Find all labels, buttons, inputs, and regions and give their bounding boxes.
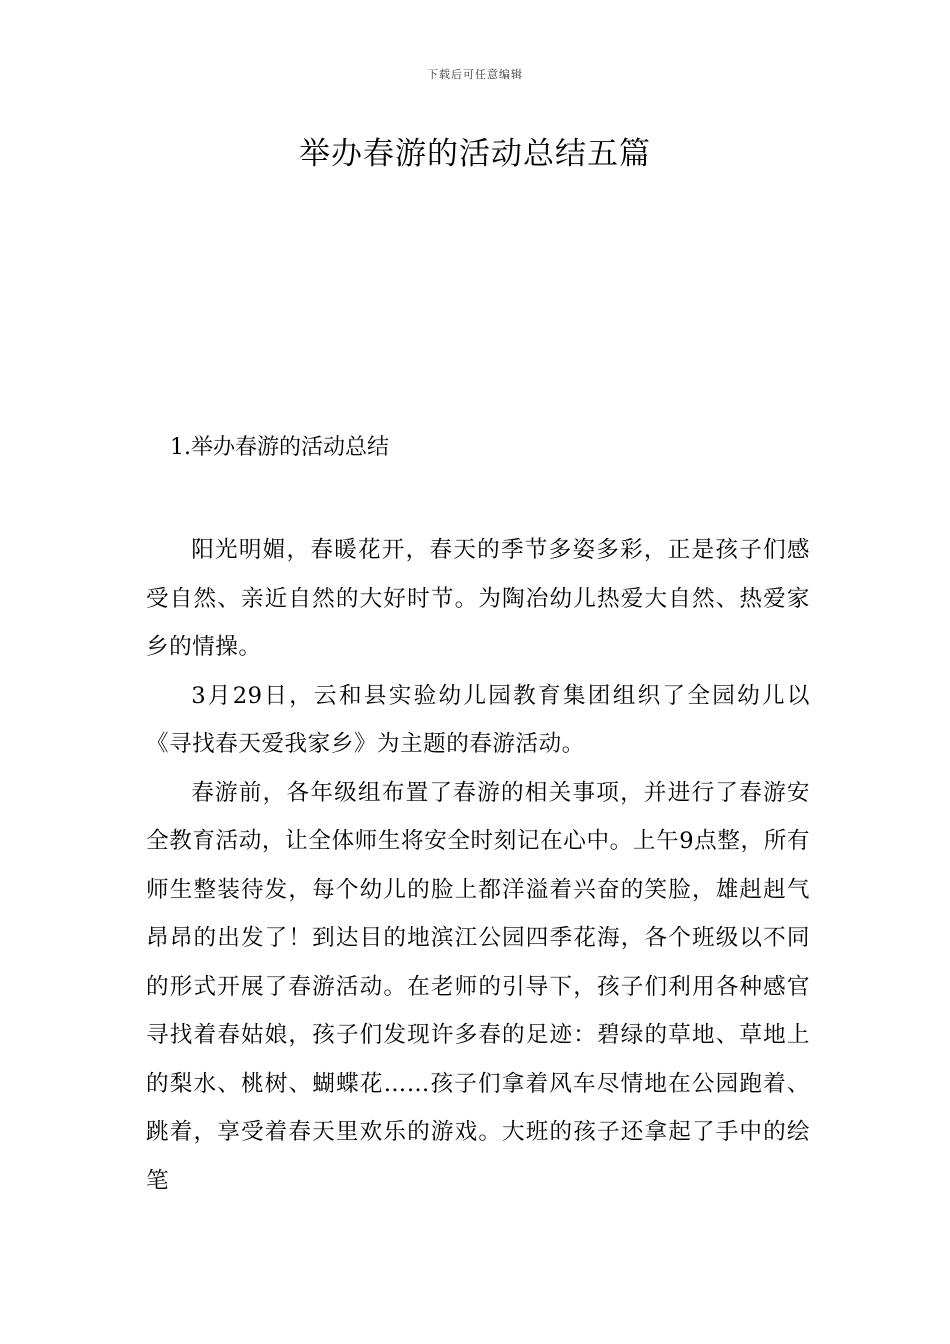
paragraph: 春游前，各年级组布置了春游的相关事项，并进行了春游安全教育活动，让全体师生将安全时刻记在心中。上午9点整，所有师生整装待发，每个幼儿的脸上都洋溢着兴奋的笑脸，雄赳赳气昂昂的出发了！到达目的地滨江公园四季花海，各个班级以不同的形式开展了春游活动。在老师的引导下，孩子们利用各种感官寻找着春姑娘，孩子们发现许多春的足迹：碧绿的草地、草地上的梨水、桃树、蝴蝶花……孩子们拿着风车尽情地在公园跑着、跳着，享受着春天里欢乐的游戏。大班的孩子还拿起了手中的绘笔 [146, 779, 810, 1194]
header-note: 下载后可任意编辑 [427, 68, 523, 81]
document-title: 举办春游的活动总结五篇 [299, 136, 651, 172]
paragraph: 阳光明媚，春暖花开，春天的季节多姿多彩，正是孩子们感受自然、亲近自然的大好时节。为陶冶幼儿热爱大自然、热爱家乡的情操。 [146, 537, 810, 660]
body-text [146, 526, 810, 1205]
paragraph: 3月29日，云和县实验幼儿园教育集团组织了全园幼儿以《寻找春天爱我家乡》为主题的春游活动。 [146, 682, 810, 757]
section-heading: 1.举办春游的活动总结 [170, 435, 389, 460]
